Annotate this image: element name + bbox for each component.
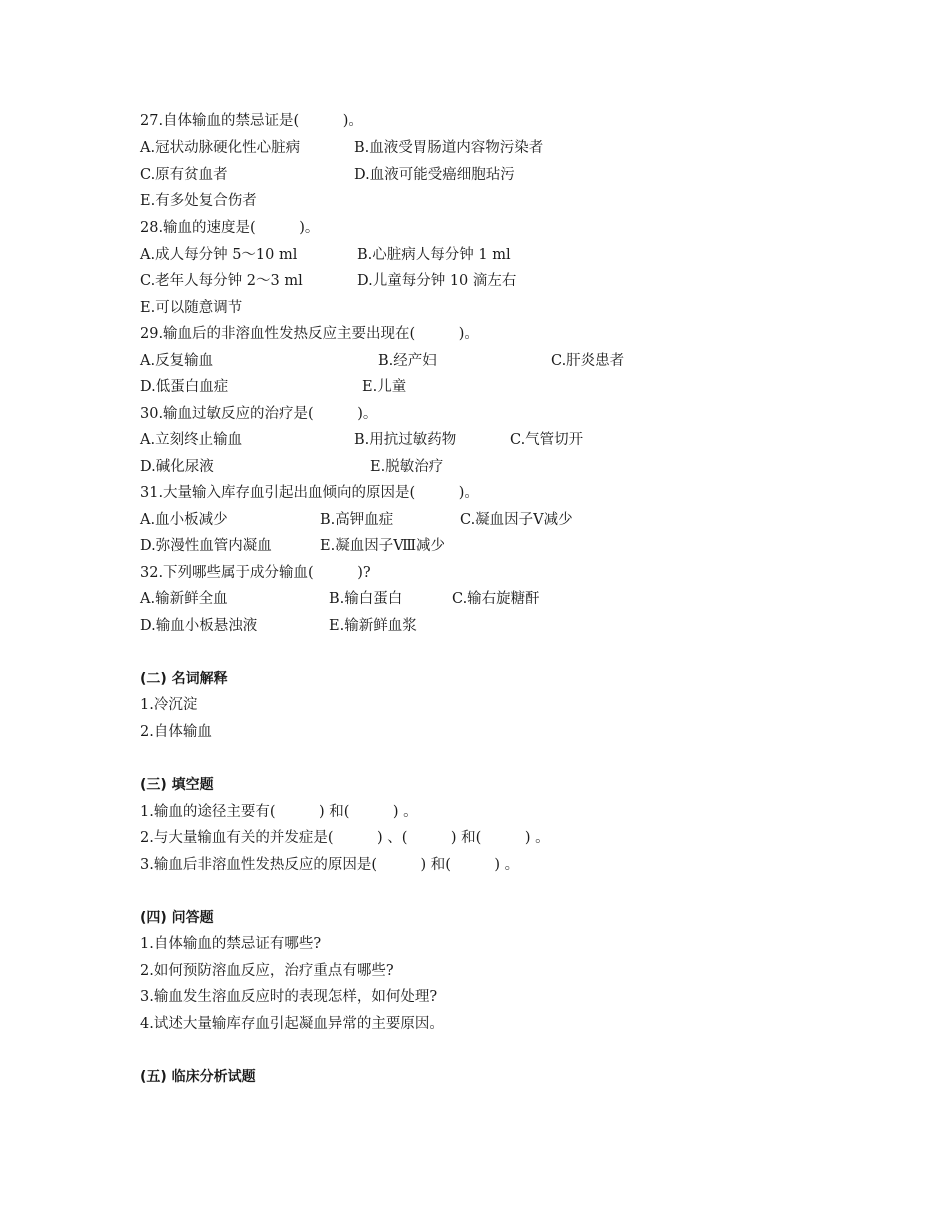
question-28-option-c: C.老年人每分钟 2～3 ml — [140, 273, 303, 289]
question-29-option-a: A.反复输血 — [140, 353, 214, 369]
question-31-option-a: A.血小板减少 — [140, 512, 228, 528]
question-29-option-e: E.儿童 — [362, 379, 407, 395]
qa-item-4: 4.试述大量输库存血引起凝血异常的主要原因。 — [140, 1016, 444, 1032]
question-31-option-c: C.凝血因子Ⅴ减少 — [460, 512, 573, 528]
question-27-stem: 27.自体输血的禁忌证是( )。 — [140, 113, 363, 129]
question-28-stem: 28.输血的速度是( )。 — [140, 220, 320, 236]
question-32-option-a: A.输新鲜全血 — [140, 591, 228, 607]
question-30-option-a: A.立刻终止输血 — [140, 432, 243, 448]
question-29-option-d: D.低蛋白血症 — [140, 379, 229, 395]
question-29-option-c: C.肝炎患者 — [551, 353, 625, 369]
question-30-option-b: B.用抗过敏药物 — [354, 432, 457, 448]
question-30-option-c: C.气管切开 — [510, 432, 584, 448]
question-32-stem: 32.下列哪些属于成分输血( )? — [140, 565, 371, 581]
question-28-option-a: A.成人每分钟 5～10 ml — [140, 247, 298, 263]
qa-item-2: 2.如何预防溶血反应，治疗重点有哪些? — [140, 963, 394, 979]
question-28-option-d: D.儿童每分钟 10 滴左右 — [357, 273, 517, 289]
question-27-option-d: D.血液可能受癌细胞玷污 — [354, 167, 515, 183]
fill-blank-item-3: 3.输血后非溶血性发热反应的原因是( ) 和( ) 。 — [140, 857, 520, 873]
question-27-option-e: E.有多处复合伤者 — [140, 193, 257, 209]
terms-item-1: 1.冷沉淀 — [140, 697, 198, 713]
qa-item-1: 1.自体输血的禁忌证有哪些? — [140, 936, 322, 952]
question-28-option-e: E.可以随意调节 — [140, 300, 243, 316]
question-31-option-e: E.凝血因子Ⅷ减少 — [320, 538, 446, 554]
question-32-option-e: E.输新鲜血浆 — [329, 618, 417, 634]
question-30-option-e: E.脱敏治疗 — [370, 459, 444, 475]
question-28-option-b: B.心脏病人每分钟 1 ml — [357, 247, 511, 263]
question-31-option-d: D.弥漫性血管内凝血 — [140, 538, 272, 554]
question-31-option-b: B.高钾血症 — [320, 512, 394, 528]
fill-blank-item-1: 1.输血的途径主要有( ) 和( ) 。 — [140, 804, 418, 820]
question-32-option-d: D.输血小板悬浊液 — [140, 618, 258, 634]
question-32-option-b: B.输白蛋白 — [329, 591, 403, 607]
fill-blank-item-2: 2.与大量输血有关的并发症是( ) 、( ) 和( ) 。 — [140, 830, 550, 846]
qa-item-3: 3.输血发生溶血反应时的表现怎样，如何处理? — [140, 989, 438, 1005]
question-30-stem: 30.输血过敏反应的治疗是( )。 — [140, 406, 378, 422]
section-heading-terms: (二) 名词解释 — [140, 671, 228, 687]
question-30-option-d: D.碱化尿液 — [140, 459, 214, 475]
question-32-option-c: C.输右旋糖酐 — [452, 591, 540, 607]
section-heading-fill-blank: (三) 填空题 — [140, 777, 214, 793]
section-heading-clinical: (五) 临床分析试题 — [140, 1069, 256, 1085]
question-31-stem: 31.大量输入库存血引起出血倾向的原因是( )。 — [140, 485, 479, 501]
question-29-stem: 29.输血后的非溶血性发热反应主要出现在( )。 — [140, 326, 479, 342]
terms-item-2: 2.自体输血 — [140, 724, 212, 740]
question-29-option-b: B.经产妇 — [378, 353, 437, 369]
question-27-option-c: C.原有贫血者 — [140, 167, 228, 183]
question-27-option-a: A.冠状动脉硬化性心脏病 — [140, 140, 301, 156]
section-heading-qa: (四) 问答题 — [140, 910, 214, 926]
question-27-option-b: B.血液受胃肠道内容物污染者 — [354, 140, 544, 156]
